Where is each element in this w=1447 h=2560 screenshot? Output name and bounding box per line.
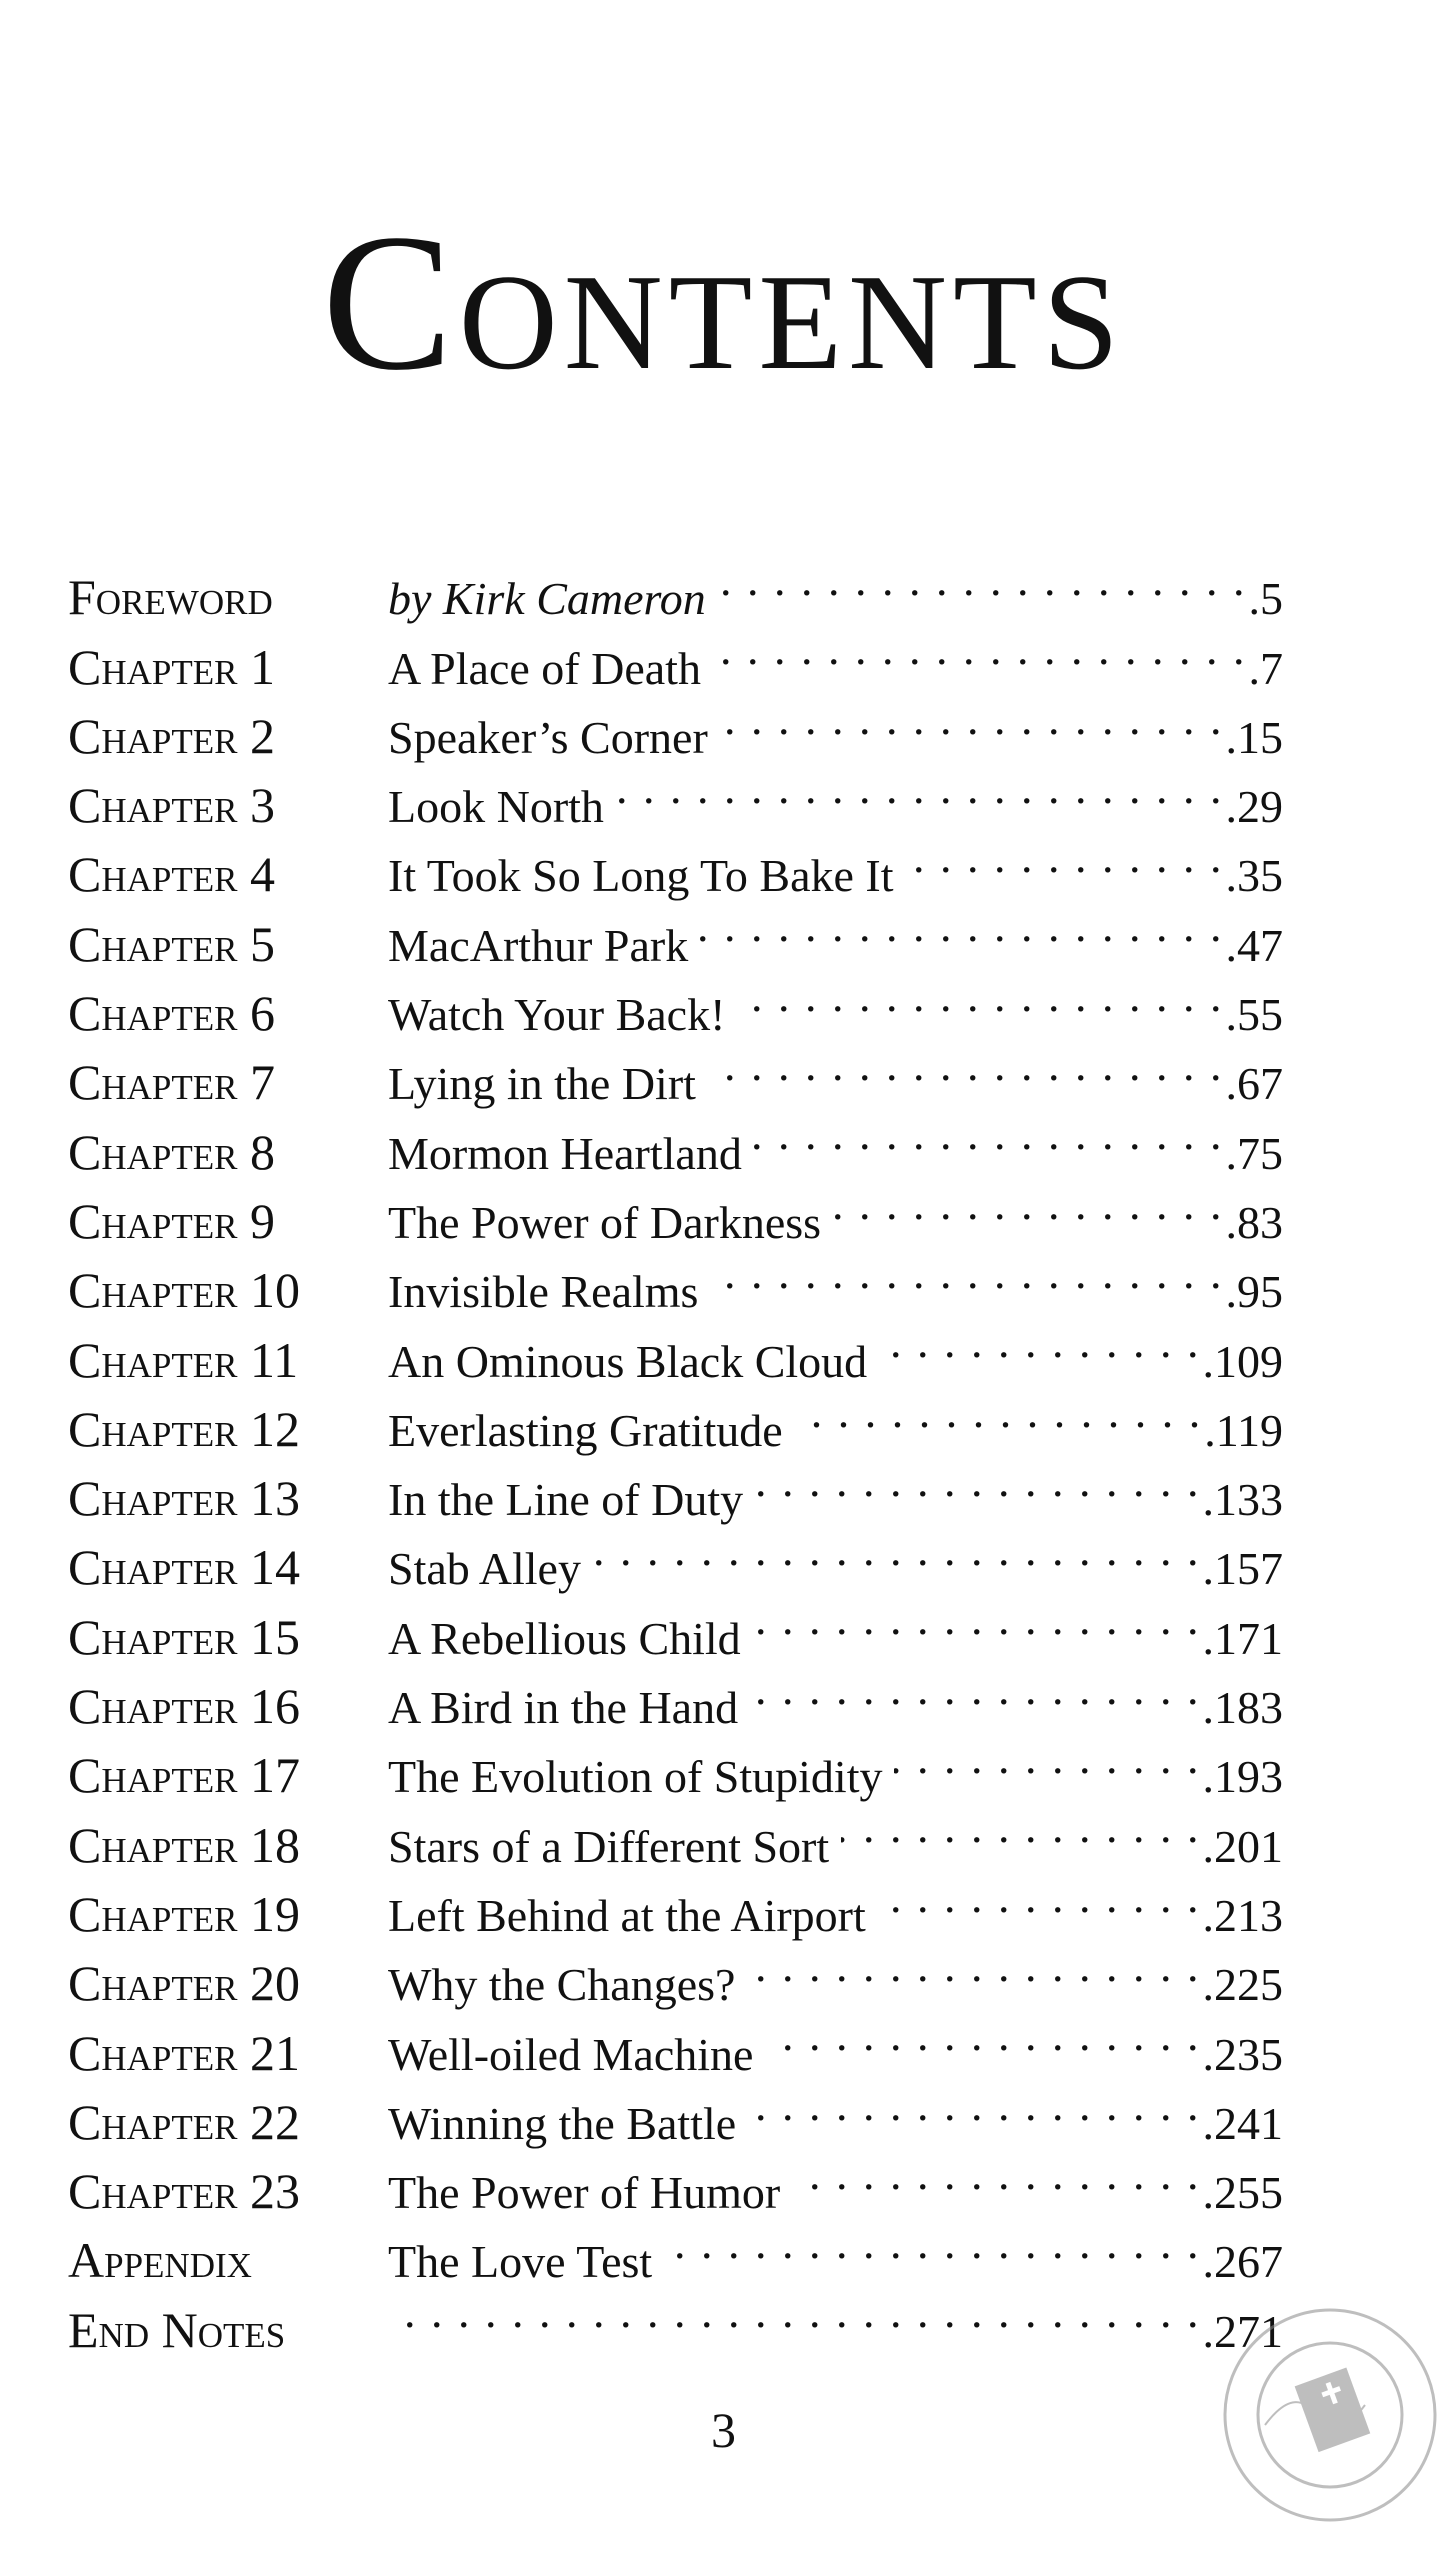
dot-leader	[878, 1862, 1201, 1931]
toc-entry-label: Chapter 21	[68, 2024, 300, 2081]
toc-entry-title: The Evolution of Stupidity	[388, 1751, 883, 1803]
toc-entry-label: Chapter 14	[68, 1539, 300, 1596]
dot-leader	[700, 891, 1223, 960]
toc-entry-title: Left Behind at the Airport	[388, 1889, 866, 1941]
toc-entry-title: The Power of Humor	[388, 2167, 781, 2219]
toc-entry-label: Chapter 9	[68, 1192, 275, 1249]
toc-entry-page: .29	[1225, 781, 1283, 833]
watermark-stamp-logo	[1195, 2265, 1440, 2550]
toc-entry-label: Chapter 18	[68, 1816, 300, 1873]
toc-entry-page: .75	[1225, 1127, 1283, 1179]
toc-entry-page: .183	[1202, 1682, 1283, 1734]
toc-entry-title: MacArthur Park	[388, 919, 689, 971]
toc-entry-title: Look North	[388, 781, 604, 833]
toc-entry-title: Speaker’s Corner	[388, 711, 708, 763]
toc-entry-label: Foreword	[68, 569, 273, 626]
toc-entry-page: .35	[1225, 850, 1283, 902]
toc-entry-label: Chapter 19	[68, 1885, 300, 1942]
toc-entry-label: Chapter 11	[68, 1331, 299, 1388]
toc-entry-title: Lying in the Dirt	[388, 1058, 696, 1110]
toc-entry-page: .267	[1202, 2236, 1283, 2288]
toc-entry-label: Chapter 15	[68, 1608, 300, 1665]
toc-entry-label: Chapter 7	[68, 1054, 275, 1111]
toc-entry-label: Chapter 13	[68, 1470, 300, 1527]
dot-leader	[720, 684, 1224, 753]
dot-leader	[906, 822, 1224, 891]
toc-entry-page: .235	[1202, 2028, 1283, 2080]
toc-entry-page: .213	[1202, 1889, 1283, 1941]
toc-entry-page: .119	[1204, 1404, 1283, 1456]
toc-entry-page: .201	[1202, 1820, 1283, 1872]
toc-entry-title: Why the Changes?	[388, 1959, 736, 2011]
toc-entry-page: .225	[1202, 1959, 1283, 2011]
toc-entry-title: A Bird in the Hand	[388, 1682, 739, 1734]
dot-leader	[616, 753, 1224, 822]
toc-entry-page: .67	[1225, 1058, 1283, 1110]
table-of-contents	[68, 545, 1283, 2358]
toc-entry-page: .83	[1225, 1196, 1283, 1248]
dot-leader	[718, 545, 1247, 614]
toc-entry-title: It Took So Long To Bake It	[388, 850, 894, 902]
dot-leader	[894, 1723, 1200, 1792]
toc-entry-label: Chapter 23	[68, 2163, 300, 2220]
toc-entry-title: Winning the Battle	[388, 2097, 737, 2149]
toc-entry-label: Chapter 12	[68, 1400, 300, 1457]
toc-entry	[68, 545, 1283, 626]
toc-entry-label: Chapter 1	[68, 638, 275, 695]
toc-entry-title: The Power of Darkness	[388, 1196, 822, 1248]
toc-entry-label: Chapter 4	[68, 846, 275, 903]
toc-entry-label: End Notes	[68, 2301, 286, 2358]
toc-entry-page: .5	[1248, 573, 1283, 625]
dot-leader	[795, 1377, 1202, 1446]
toc-entry-label: Chapter 16	[68, 1678, 300, 1735]
toc-entry-page: .47	[1225, 919, 1283, 971]
dot-leader	[754, 1099, 1224, 1168]
toc-entry-title: Watch Your Back!	[388, 989, 726, 1041]
dot-leader	[737, 961, 1223, 1030]
toc-entry-page: .241	[1202, 2097, 1283, 2149]
toc-entry-label: Chapter 10	[68, 1262, 300, 1319]
dot-leader	[400, 2277, 1201, 2346]
dot-leader	[879, 1307, 1200, 1376]
toc-entry-label: Chapter 8	[68, 1123, 275, 1180]
dot-leader	[708, 1030, 1224, 1099]
page-number: 3	[711, 2402, 736, 2458]
toc-entry-title: In the Line of Duty	[388, 1474, 744, 1526]
dot-leader	[750, 1654, 1200, 1723]
dot-leader	[792, 2139, 1200, 2208]
toc-entry-page: .193	[1202, 1751, 1283, 1803]
dot-leader	[713, 614, 1247, 683]
dot-leader	[664, 2208, 1200, 2277]
toc-entry-label: Chapter 3	[68, 777, 275, 834]
toc-entry-page: .15	[1225, 711, 1283, 763]
toc-entry-title: A Place of Death	[388, 642, 701, 694]
dot-leader	[593, 1515, 1201, 1584]
dot-leader	[755, 1446, 1200, 1515]
toc-entry-page: .7	[1248, 642, 1283, 694]
dot-leader	[710, 1238, 1223, 1307]
toc-entry-label: Chapter 22	[68, 2093, 300, 2150]
toc-entry-title: Stab Alley	[388, 1543, 581, 1595]
toc-entry-label: Appendix	[68, 2232, 252, 2289]
toc-entry-title: Everlasting Gratitude	[388, 1404, 783, 1456]
toc-entry-label: Chapter 2	[68, 707, 275, 764]
toc-entry-title: Well-oiled Machine	[388, 2028, 754, 2080]
dot-leader	[833, 1169, 1223, 1238]
dot-leader	[841, 1792, 1200, 1861]
toc-entry-title: The Love Test	[388, 2236, 653, 2288]
toc-entry-title: Mormon Heartland	[388, 1127, 742, 1179]
toc-entry-title: Invisible Realms	[388, 1266, 699, 1318]
toc-entry-label: Chapter 17	[68, 1747, 300, 1804]
toc-entry-label: Chapter 6	[68, 985, 275, 1042]
toc-entry-title: An Ominous Black Cloud	[388, 1335, 868, 1387]
dot-leader	[765, 2000, 1200, 2069]
toc-entry-title: by Kirk Cameron	[388, 573, 706, 625]
toc-entry-page: .95	[1225, 1266, 1283, 1318]
toc-entry-title: Stars of a Different Sort	[388, 1820, 830, 1872]
toc-entry-label: Chapter 5	[68, 915, 275, 972]
toc-entry-label: Chapter 20	[68, 1955, 300, 2012]
dot-leader	[747, 1931, 1200, 2000]
toc-entry-page: .55	[1225, 989, 1283, 1041]
toc-entry-page: .271	[1202, 2305, 1283, 2357]
toc-entry-page: .109	[1202, 1335, 1283, 1387]
page-title: Contents	[322, 194, 1125, 411]
toc-entry-title: A Rebellious Child	[388, 1612, 741, 1664]
toc-entry-page: .133	[1202, 1474, 1283, 1526]
toc-entry-page: .171	[1202, 1612, 1283, 1664]
toc-entry-page: .255	[1202, 2167, 1283, 2219]
dot-leader	[753, 1584, 1201, 1653]
dot-leader	[748, 2070, 1200, 2139]
toc-entry-page: .157	[1202, 1543, 1283, 1595]
